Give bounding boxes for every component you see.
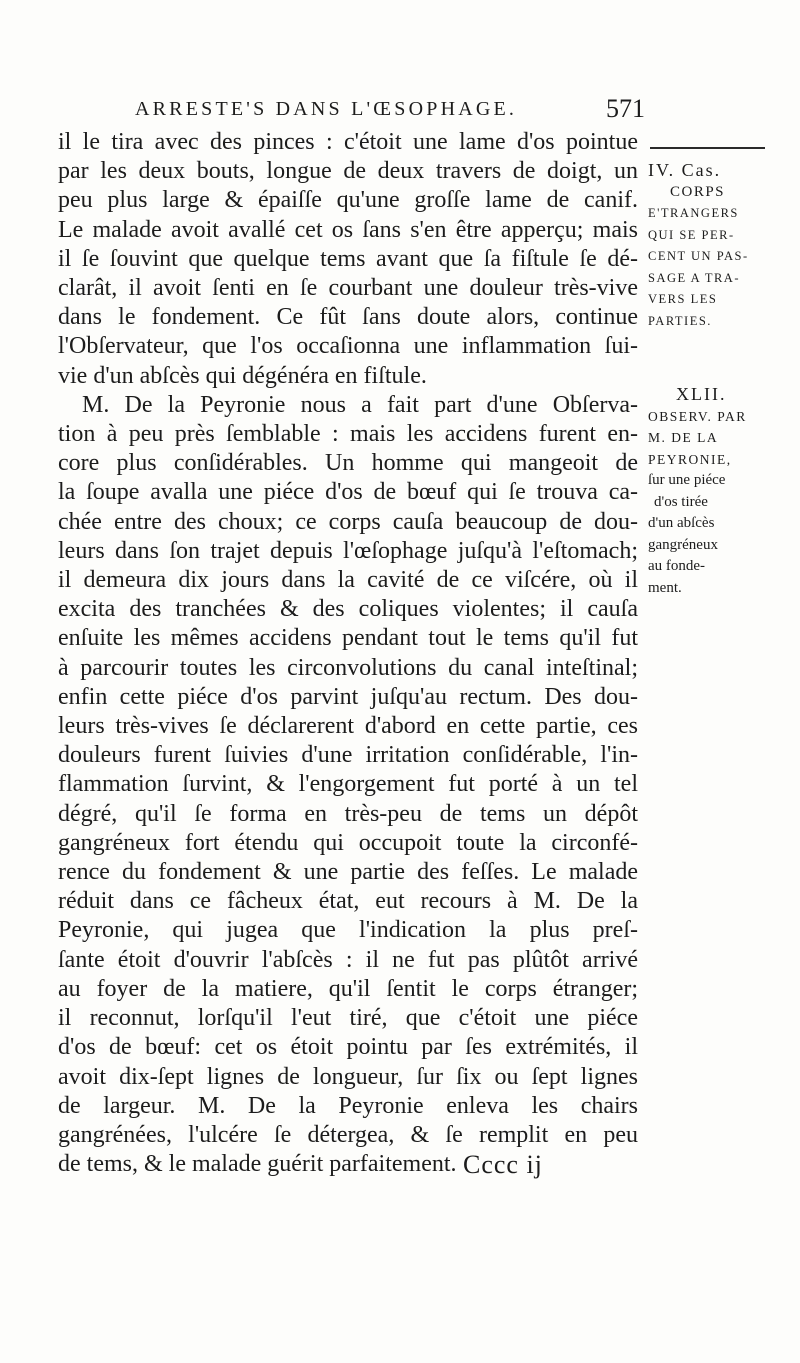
text-line: Le malade avoit avallé cet os ſans s'en être apperçu; mais bbox=[58, 216, 638, 243]
text-line: à parcourir toutes les circonvolutions du canal inteſtinal; bbox=[58, 654, 638, 681]
margin-note-line: E'TRANGERS bbox=[648, 206, 739, 220]
running-head: ARRESTE'S DANS L'ŒSOPHAGE. bbox=[135, 98, 518, 120]
page-number: 571 bbox=[606, 94, 645, 123]
margin-note-observation bbox=[648, 384, 768, 599]
text-line: rence du fondement & une partie des feſſes. Le malade bbox=[58, 859, 638, 886]
text-line: il reconnut, lorſqu'il l'eut tiré, que c'étoit une piéce bbox=[58, 1005, 638, 1032]
margin-note-line: QUI SE PER- bbox=[648, 227, 735, 242]
margin-note-line: ſur une piéce bbox=[648, 472, 726, 488]
margin-note-line: d'os tirée bbox=[654, 493, 708, 510]
margin-note-line: gangréneux bbox=[648, 536, 718, 553]
text-line: réduit dans ce fâcheux état, eut recours à M. De la bbox=[58, 888, 638, 915]
text-line: vie d'un abſcès qui dégénéra en fiſtule. bbox=[58, 362, 427, 389]
text-line: Peyronie, qui jugea que l'indication la plus preſ- bbox=[58, 917, 638, 944]
text-line: dégré, qu'il ſe forma en très-peu de tems un dépôt bbox=[58, 800, 638, 827]
text-line: excita des tranchées & des coliques violentes; il cauſa bbox=[58, 596, 638, 623]
text-line: peu plus large & épaiſſe qu'une groſſe lame de canif. bbox=[58, 187, 638, 214]
margin-note-line: OBSERV. PAR bbox=[648, 408, 747, 424]
text-line: de largeur. M. De la Peyronie enleva les chairs bbox=[58, 1092, 638, 1119]
text-line: leurs dans ſon trajet depuis l'œſophage juſqu'à l'eſtomach; bbox=[58, 537, 638, 564]
text-line: leurs très-vives ſe déclarerent d'abord en cette partie, ces bbox=[58, 713, 638, 740]
text-line: gangrénées, l'ulcére ſe détergea, & ſe remplit en peu bbox=[58, 1121, 638, 1148]
text-line: l'Obſervateur, que l'os occaſionna une inflammation ſui- bbox=[58, 333, 638, 360]
text-line: douleurs furent ſuivies d'une irritation conſidérable, l'in- bbox=[58, 742, 638, 769]
text-line: il le tira avec des pinces : c'étoit une lame d'os pointue bbox=[58, 129, 638, 155]
margin-note-line: VERS LES bbox=[648, 292, 718, 306]
text-line: de tems, & le malade guérit parfaitement. bbox=[58, 1151, 457, 1178]
margin-note-line: M. DE LA bbox=[648, 430, 719, 445]
margin-note-case bbox=[648, 160, 768, 332]
main-text bbox=[58, 128, 638, 1179]
text-line: enfin cette piéce d'os parvint juſqu'au rectum. Des dou- bbox=[58, 683, 638, 710]
text-line: d'os de bœuf: cet os étoit pointu par ſes extrémités, il bbox=[58, 1034, 638, 1061]
text-line: par les deux bouts, longue de deux travers de doigt, un bbox=[58, 158, 638, 185]
text-line: M. De la Peyronie nous a fait part d'une Obſerva- bbox=[82, 391, 638, 418]
text-line: il demeura dix jours dans la cavité de ce viſcére, où il bbox=[58, 567, 638, 594]
text-line: core plus conſidérables. Un homme qui mangeoit de bbox=[58, 450, 638, 477]
text-line: gangréneux fort étendu qui occupoit toute la circonfé- bbox=[58, 829, 638, 856]
text-line: ſante étoit d'ouvrir l'abſcès : il ne fut pas plûtôt arrivé bbox=[58, 946, 638, 973]
margin-note-line: ment. bbox=[648, 579, 682, 596]
text-line: dans le fondement. Ce fût ſans doute alors, continue bbox=[58, 304, 638, 331]
text-line: flammation ſurvint, & l'engorgement fut porté à un tel bbox=[58, 771, 638, 798]
margin-note-line: PARTIES. bbox=[648, 313, 712, 328]
text-line: chée entre des choux; ce corps cauſa beaucoup de dou- bbox=[58, 508, 638, 535]
text-line: il ſe ſouvint que quelque tems avant que ſa fiſtule ſe dé- bbox=[58, 245, 638, 272]
margin-note-line: IV. Cas. bbox=[648, 160, 722, 180]
text-line: enſuite les mêmes accidens pendant tout le tems qu'il fut bbox=[58, 625, 638, 652]
text-line: avoit dix-ſept lignes de longueur, ſur ſix ou ſept lignes bbox=[58, 1063, 638, 1090]
text-line: la ſoupe avalla une piéce d'os de bœuf qui ſe trouva ca- bbox=[58, 479, 638, 506]
margin-note-line: au fonde- bbox=[648, 558, 706, 574]
margin-note-line: PEYRONIE, bbox=[648, 451, 732, 467]
margin-rule bbox=[650, 147, 765, 149]
margin-note-line: SAGE A TRA- bbox=[648, 270, 740, 285]
signature-mark: Cccc ij bbox=[463, 1150, 543, 1179]
text-line: tion à peu près ſemblable : mais les accidens furent en- bbox=[58, 421, 638, 448]
text-line: au foyer de la matiere, qu'il ſentit le corps étranger; bbox=[58, 975, 638, 1002]
margin-note-line: CORPS bbox=[670, 183, 726, 200]
text-line: clarât, il avoit ſenti en ſe courbant une douleur très-vive bbox=[58, 275, 638, 302]
margin-note-line: XLII. bbox=[676, 384, 727, 404]
margin-note-line: d'un abſcès bbox=[648, 515, 715, 531]
page-header bbox=[135, 94, 645, 128]
margin-note-line: CENT UN PAS- bbox=[648, 249, 749, 263]
